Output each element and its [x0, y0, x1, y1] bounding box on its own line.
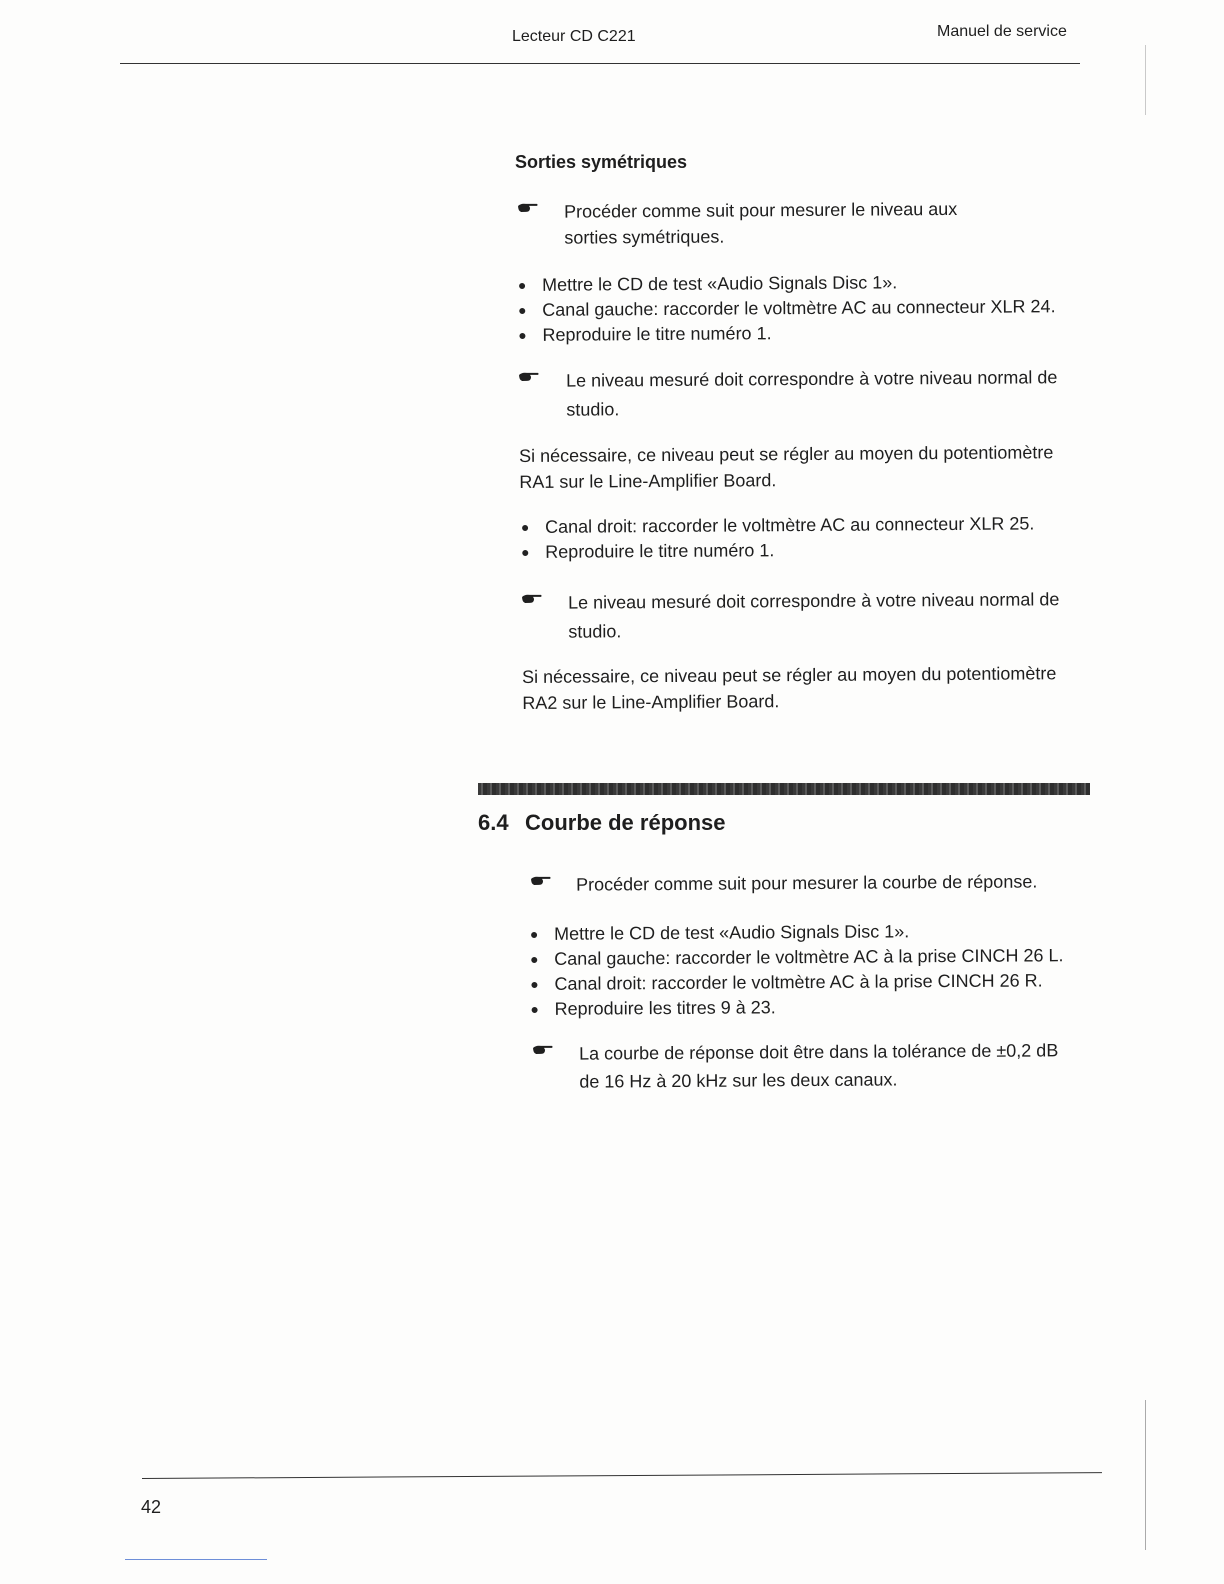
note-line: Le niveau mesuré doit correspondre à votre niveau normal de	[568, 589, 1060, 613]
subsection-title: Sorties symétriques	[515, 152, 688, 172]
section-number: 6.4	[478, 810, 509, 835]
note-line: Procéder comme suit pour mesurer la courbe de réponse.	[576, 871, 1038, 895]
section-divider-bar	[478, 783, 1090, 795]
note-line: sorties symétriques.	[564, 226, 725, 248]
list-item	[517, 294, 1055, 323]
bullet-dot	[532, 1007, 538, 1013]
note-line: studio.	[568, 621, 622, 642]
note-line: Le niveau mesuré doit correspondre à votre niveau normal de	[566, 367, 1058, 391]
pointing-hand-icon	[532, 1042, 554, 1056]
list-item	[529, 943, 1063, 972]
note-block	[532, 1037, 1112, 1093]
paragraph	[519, 439, 1054, 495]
bullet-dot	[519, 283, 525, 289]
paragraph	[522, 660, 1057, 716]
scan-edge-line	[1145, 1400, 1146, 1550]
pointing-hand-icon	[530, 873, 552, 887]
bullet-list	[517, 269, 1056, 348]
list-item-text: Mettre le CD de test «Audio Signals Disc 1».	[542, 272, 898, 295]
list-item-text: Canal droit: raccorder le voltmètre AC au connecteur XLR 25.	[545, 513, 1035, 537]
footer-rule	[142, 1472, 1102, 1479]
note-line: de 16 Hz à 20 kHz sur les deux canaux.	[579, 1069, 898, 1092]
section-title: Courbe de réponse	[525, 810, 726, 835]
list-item-text: Mettre le CD de test «Audio Signals Disc 1».	[554, 921, 910, 944]
header-document-title: Lecteur CD C221	[512, 28, 636, 45]
list-item	[517, 269, 1055, 298]
list-item	[520, 536, 1034, 565]
note-line: studio.	[566, 399, 620, 420]
paragraph-line: Si nécessaire, ce niveau peut se régler au moyen du potentiomètre	[522, 663, 1057, 687]
list-item	[517, 319, 1055, 348]
note-line: La courbe de réponse doit être dans la tolérance de ±0,2 dB	[579, 1040, 1059, 1064]
pointing-hand-icon	[521, 591, 543, 605]
note-block	[521, 586, 1101, 642]
list-item-text: Reproduire le titre numéro 1.	[542, 323, 772, 345]
list-item-text: Canal gauche: raccorder le voltmètre AC à la prise CINCH 26 L.	[554, 945, 1064, 969]
list-item-text: Canal gauche: raccorder le voltmètre AC au connecteur XLR 24.	[542, 296, 1056, 320]
note-line: Procéder comme suit pour mesurer le niveau aux	[564, 198, 958, 222]
list-item-text: Reproduire les titres 9 à 23.	[554, 997, 776, 1019]
scan-edge-line	[1145, 45, 1146, 115]
list-item-text: Canal droit: raccorder le voltmètre AC à la prise CINCH 26 R.	[554, 970, 1043, 994]
list-item	[529, 918, 1063, 947]
note-block	[518, 364, 1098, 420]
paragraph-line: Si nécessaire, ce niveau peut se régler au moyen du potentiomètre	[519, 442, 1054, 466]
bullet-dot	[519, 333, 525, 339]
bullet-dot	[531, 932, 537, 938]
bullet-list	[529, 918, 1064, 1022]
bullet-dot	[531, 957, 537, 963]
note-block	[530, 868, 1090, 898]
scan-artifact-line	[125, 1559, 267, 1560]
pointing-hand-icon	[518, 369, 540, 383]
header-rule	[120, 63, 1080, 64]
bullet-dot	[519, 308, 525, 314]
paragraph-line: RA1 sur le Line-Amplifier Board.	[519, 470, 777, 492]
header-manual-label: Manuel de service	[937, 23, 1067, 40]
pointing-hand-icon	[517, 200, 539, 214]
list-item	[530, 993, 1064, 1022]
page-number: 42	[141, 1497, 162, 1517]
bullet-dot	[522, 550, 528, 556]
list-item	[520, 511, 1034, 540]
list-item	[529, 968, 1063, 997]
note-block	[517, 195, 1077, 251]
bullet-list	[520, 511, 1035, 565]
list-item-text: Reproduire le titre numéro 1.	[545, 540, 775, 562]
paragraph-line: RA2 sur le Line-Amplifier Board.	[522, 691, 780, 713]
bullet-dot	[531, 982, 537, 988]
bullet-dot	[522, 525, 528, 531]
